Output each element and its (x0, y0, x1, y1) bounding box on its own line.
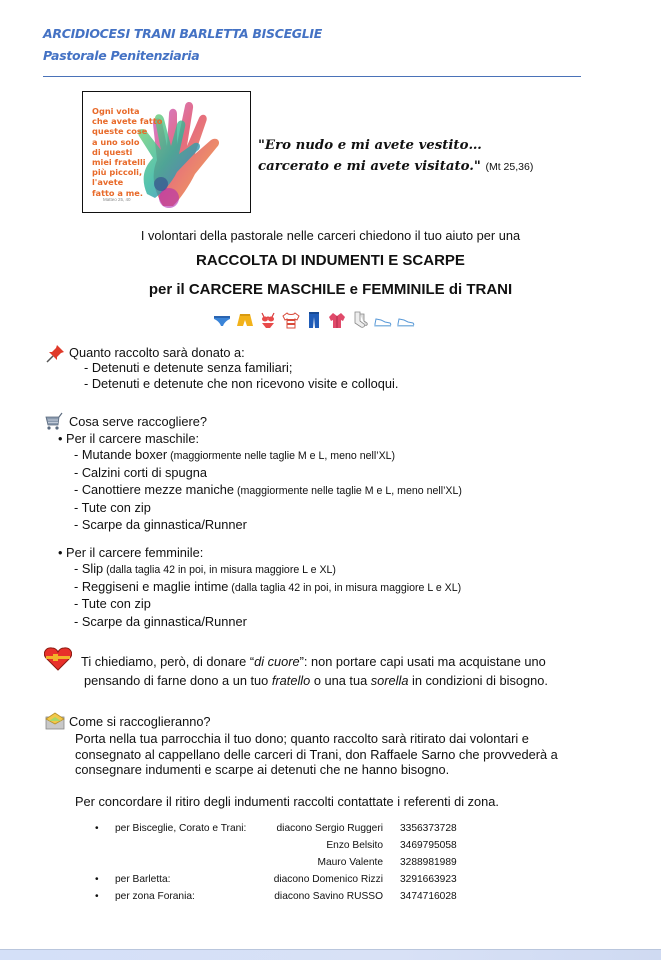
contact-person: diacono Domenico Rizzi (273, 874, 383, 885)
contact-row: • per zona Forania: diacono Savino RUSSO 3474716028 (95, 891, 457, 902)
list-item: - Scarpe da ginnastica/Runner (74, 613, 247, 629)
socks-icon (351, 311, 369, 329)
contact-person: Enzo Belsito (326, 840, 383, 851)
female-items-list (74, 561, 461, 631)
collection-paragraph: Porta nella tua parrocchia il tuo dono; quanto raccolto sarà ritirato dai volontari e consegnato al cappellano delle carceri di Trani, don Raffaele Sarno che provvederà a consegnare indumenti e scarpe ai detenuti che ne hanno bisogno. (75, 731, 558, 777)
list-item: - Calzini corti di spugna (74, 464, 208, 480)
jeans-icon (305, 311, 323, 329)
male-items-list (74, 447, 462, 535)
picture-text: Ogni volta che avete fatto queste cose a uno solo di questi miei fratelli più piccoli, l'avete fatto a me. (92, 106, 163, 198)
donation-item: - Detenuti e detenute senza familiari; (84, 360, 293, 375)
list-item: - Mutande boxer (maggiormente nelle taglie M e L, meno nell’XL) (74, 447, 396, 462)
quote-reference: (Mt 25,36) (485, 161, 534, 173)
contact-row (95, 857, 475, 874)
list-item: - Slip (dalla taglia 42 in poi, in misura maggiore L e XL) (74, 561, 336, 576)
header-divider (43, 76, 581, 77)
contact-row (95, 840, 475, 857)
bikini-icon (259, 311, 277, 329)
female-prison-label: • Per il carcere femminile: (58, 545, 204, 560)
contact-row: • per Barletta: diacono Domenico Rizzi 3291663923 (95, 874, 457, 885)
scripture-quote (258, 135, 533, 178)
subtitle: per il CARCERE MASCHILE e FEMMINILE di TRANI (148, 281, 513, 298)
list-item: - Reggiseni e maglie intime (dalla taglia 42 in poi, in misura maggiore L e XL) (74, 578, 462, 594)
list-item: - Scarpe da ginnastica/Runner (74, 517, 247, 532)
quote-line-2: carcerato e mi avete visitato." (258, 159, 481, 174)
tshirt-icon (282, 311, 300, 329)
contact-phone[interactable]: 3474716028 (400, 891, 457, 902)
shorts-icon (236, 311, 254, 329)
contact-person: diacono Sergio Ruggeri (276, 823, 383, 834)
sneaker-icon (397, 311, 415, 329)
contact-person: Mauro Valente (317, 857, 383, 868)
intro-text: I volontari della pastorale nelle carceri chiedono il tuo aiuto per una (140, 228, 521, 243)
contact-phone[interactable]: 3291663923 (400, 874, 457, 885)
shopping-cart-icon (44, 412, 64, 432)
donation-item: - Detenuti e detenute che non ricevono visite e colloqui. (84, 376, 399, 391)
picture-citation: Matteo 25, 40 (103, 197, 131, 202)
hands-picture (82, 91, 251, 213)
org-name: ARCIDIOCESI TRANI BARLETTA BISCEGLIE (43, 26, 323, 41)
briefs-icon (213, 311, 231, 329)
heart-text-line-2: pensando di farne dono a un tuo fratello o una tua sorella in condizioni di bisogno. (84, 673, 548, 688)
contact-row: • per Bisceglie, Corato e Trani: diacono Sergio Ruggeri 3356373728 (95, 823, 457, 834)
main-title: RACCOLTA DI INDUMENTI E SCARPE (196, 252, 465, 269)
donation-heading: Quanto raccolto sarà donato a: (69, 345, 245, 360)
contact-phone[interactable]: 3288981989 (400, 857, 457, 868)
contacts-list (95, 823, 475, 908)
contact-zone: per zona Forania: (115, 891, 195, 902)
list-item: - Canottiere mezze maniche (maggiormente nelle taglie M e L, meno nell’XL) (74, 482, 462, 497)
heart-text-line-1: Ti chiediamo, però, di donare “di cuore”: non portare capi usati ma acquistane uno (81, 654, 546, 669)
male-prison-label: • Per il carcere maschile: (58, 431, 200, 446)
contact-phone[interactable]: 3469795058 (400, 840, 457, 851)
needs-heading: Cosa serve raccogliere? (69, 414, 207, 429)
contact-phone[interactable]: 3356373728 (400, 823, 457, 834)
contact-instructions: Per concordare il ritiro degli indumenti raccolti contattate i referenti di zona. (75, 794, 499, 809)
contact-zone: per Bisceglie, Corato e Trani: (115, 823, 247, 834)
list-item: - Tute con zip (74, 596, 151, 611)
shirt-icon (328, 311, 346, 329)
sneaker-icon (374, 311, 392, 329)
viewer-bottom-bar (0, 949, 661, 960)
heart-gift-icon (44, 647, 72, 671)
contact-person: diacono Savino RUSSO (274, 891, 383, 902)
envelope-icon (45, 712, 65, 730)
pushpin-icon (46, 343, 66, 363)
department-name: Pastorale Penitenziaria (43, 48, 200, 63)
clothing-icons-row (213, 311, 415, 329)
list-item: - Tute con zip (74, 499, 151, 515)
contact-zone: per Barletta: (115, 874, 171, 885)
collection-heading: Come si raccoglieranno? (69, 714, 211, 729)
quote-line-1: "Ero nudo e mi avete vestito… (258, 138, 482, 153)
